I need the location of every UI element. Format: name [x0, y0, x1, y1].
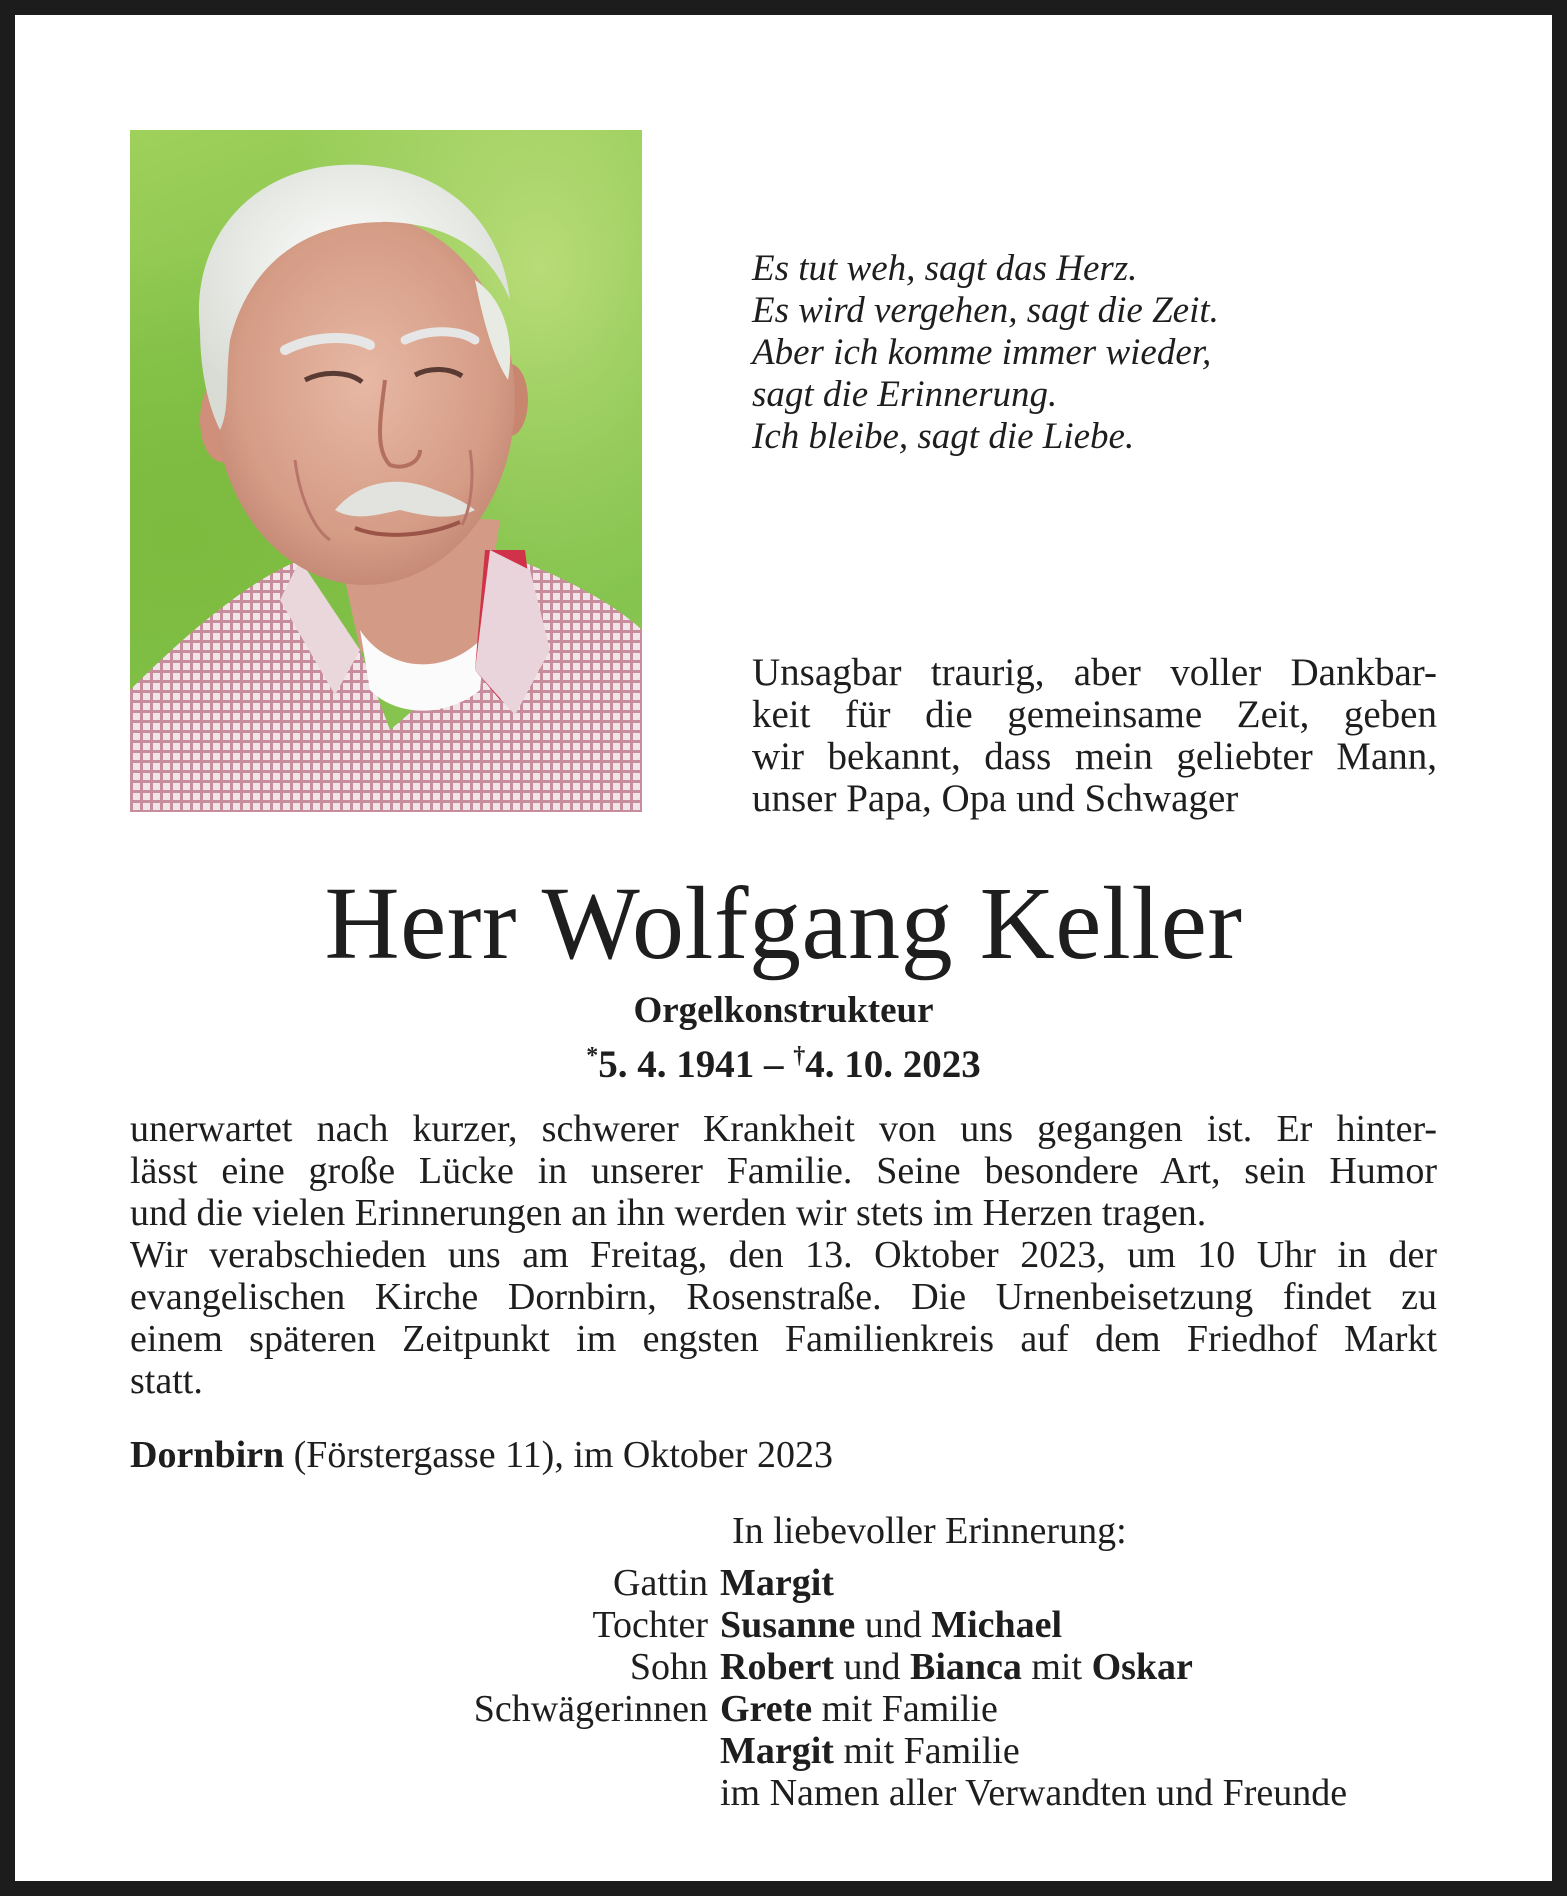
poem-line: sagt die Erinnerung.	[752, 374, 1058, 415]
family-names	[720, 1730, 1020, 1772]
body-line: unerwartet nach kurzer, schwerer Krankheit von uns gegangen ist. Er hinter-	[130, 1108, 1437, 1150]
family-names	[720, 1772, 1347, 1814]
poem-line: Es tut weh, sagt das Herz.	[752, 248, 1138, 289]
family-row	[300, 1688, 1440, 1730]
family-relation: Tochter	[592, 1604, 708, 1646]
poem	[752, 248, 1472, 458]
deceased-profession: Orgelkonstrukteur	[633, 990, 934, 1031]
birth-symbol: *	[586, 1043, 599, 1069]
family-row	[300, 1772, 1440, 1814]
family-connector-text: mit Familie	[833, 1730, 1020, 1772]
family-relation	[300, 1772, 720, 1814]
intro-line: wir bekannt, dass mein geliebter Mann,	[752, 735, 1437, 778]
family-row	[300, 1646, 1440, 1688]
family-member-name: Michael	[931, 1604, 1063, 1646]
obituary-body	[130, 1108, 1437, 1402]
family-relation: Schwägerinnen	[473, 1688, 708, 1730]
family-member-name: Margit	[720, 1730, 834, 1772]
family-connector-text: und	[855, 1604, 932, 1646]
family-relation	[300, 1730, 720, 1772]
body-line: statt.	[130, 1360, 203, 1402]
family-row	[300, 1562, 1440, 1604]
family-connector-text: mit	[1021, 1646, 1092, 1688]
family-row	[300, 1604, 1440, 1646]
body-line: und die vielen Erinnerungen an ihn werden wir stets im Herzen tragen.	[130, 1192, 1207, 1234]
family-member-name: Oskar	[1091, 1646, 1193, 1688]
family-member-name: Margit	[720, 1562, 834, 1604]
death-date: 4. 10. 2023	[805, 1043, 981, 1086]
family-relation: Gattin	[613, 1562, 708, 1604]
birth-date: 5. 4. 1941	[598, 1043, 755, 1086]
place-and-date	[130, 1434, 1030, 1476]
deceased-name: Herr Wolfgang Keller	[324, 866, 1243, 981]
family-member-name: Bianca	[909, 1646, 1022, 1688]
family-row	[300, 1730, 1440, 1772]
poem-line: Es wird vergehen, sagt die Zeit.	[752, 290, 1219, 331]
memorial-title: In liebevoller Erinnerung:	[732, 1510, 1127, 1552]
body-line: einem späteren Zeitpunkt im engsten Familienkreis auf dem Friedhof Markt	[130, 1318, 1437, 1360]
date-separator: –	[754, 1043, 794, 1086]
death-symbol: †	[793, 1043, 806, 1069]
family-connector-text: und	[833, 1646, 910, 1688]
body-line: evangelischen Kirche Dornbirn, Rosenstraße. Die Urnenbeisetzung findet zu	[130, 1276, 1437, 1318]
family-names	[720, 1646, 1193, 1688]
life-dates	[0, 1034, 1567, 1087]
intro-line: Unsagbar traurig, aber voller Dankbar-	[752, 651, 1437, 694]
portrait-photo	[130, 130, 642, 812]
poem-line: Aber ich komme immer wieder,	[752, 332, 1212, 373]
body-line: Wir verabschieden uns am Freitag, den 13. Oktober 2023, um 10 Uhr in der	[130, 1234, 1437, 1276]
family-member-name: Grete	[720, 1688, 813, 1730]
announcement-intro	[752, 652, 1437, 820]
intro-line: unser Papa, Opa und Schwager	[752, 777, 1239, 820]
body-line: lässt eine große Lücke in unserer Familie. Seine besondere Art, sein Humor	[130, 1150, 1437, 1192]
family-connector-text: im Namen aller Verwandten und Freunde	[720, 1772, 1348, 1814]
intro-line: keit für die gemeinsame Zeit, geben	[752, 693, 1437, 736]
family-member-name: Robert	[720, 1646, 834, 1688]
family-names	[720, 1562, 834, 1604]
portrait-illustration	[130, 130, 642, 812]
family-names	[720, 1688, 998, 1730]
family-list	[300, 1562, 1440, 1814]
family-connector-text: mit Familie	[812, 1688, 998, 1730]
family-member-name: Susanne	[720, 1604, 856, 1646]
place-city: Dornbirn	[130, 1434, 285, 1476]
family-names	[720, 1604, 1062, 1646]
place-rest: (Förstergasse 11), im Oktober 2023	[284, 1434, 833, 1476]
poem-line: Ich bleibe, sagt die Liebe.	[752, 416, 1135, 457]
family-relation: Sohn	[629, 1646, 708, 1688]
